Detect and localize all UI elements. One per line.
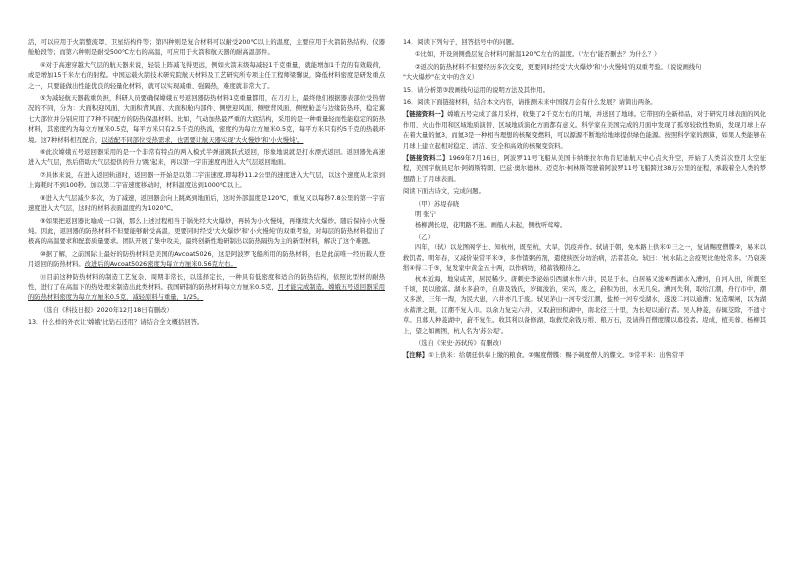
paragraph-9: ⑨如果把返回器比喻成一口锅，那么上述过程相当于锅先经大火爆炒，再转为小火慢炖，再继续大火爆炒。随后保持小火慢炖。因此，返回器的防热材料不但要能够耐受高温，更要同时经受'大火爆炒'和'小火慢炖'的双重考验，对每层的防热材料提出了极高的高温要求和配套质量要求。团队开展了集中攻关，最终创新性地研制出以防热隔热为主的新型材料，解决了这个难题。 [28,217,385,246]
poem-jia-title: （甲）苏堤春晓 [415,200,460,208]
paragraph-10-underlined: 改进后的Avcoat5026密度为每立方厘米0.56克左右。 [84,261,237,269]
question-14-item-2-cont: "大火爆炒"在文中的含义） [403,74,479,82]
paragraph-10-text: ⑩据了解，之前国际上最好的防热材料是美国的Avcoat5026，这是阿波罗飞船所用的防热材料，也是此前唯一经历载人登月返回的防热材料。 [28,250,385,269]
question-14: 14．阅读下列句子，回答括号中的问题。 [403,39,519,46]
link-material-1 [403,110,766,152]
paragraph-6: ⑥此次嫦娥五号返回器采用的是一个非常有特点的两入模式半弹道跳跃式返回，形象地说就是打水漂式返回。返回器先高速进入大气层，然后借助大气层提供的升力'跳'起来，再以第一宇宙速度再进入大气层返回地面。 [28,149,385,167]
paragraph-5-lead: ⑤为减轻航天器载重负担，科研人员要确保嫦娥五号返回器防热材料1克重量都用，在刀刃上，最终他们根据器表部位受热情况的不同，分为：大面积迎风面、大面积背风面、大面积舱内部件、侧壁迎风面、侧壁背风面、侧壁舱盖与边缘防热环，稳定翼七大部位并分别应用了7种不同配方的防热保温材料。比如，气动加热最严重的大底结构，采用的是一种重量轻而性能稳定的防热材料，其密度约为每立方厘米0.5克，每平方米只有2.5千克的热流，密度约为每立方厘米0.5克，每平方米只有约5千克的热载环境。这7种材料相互配合， [28,95,385,144]
poem-jia-line: 杨柳满长堤，花明路不迷。画船人未起，侧枕听莺啼。 [415,221,567,229]
question-14-item-2: ②返次的防热材料不但要经历多次交变，更要同时经受'大火爆炒'和'小火慢炖'的双重考验。（说说画线句 [415,63,702,71]
link-material-2 [403,154,766,185]
link-material-2-text: 1969年7月16日，阿波罗11号飞船从美国卡纳维拉尔角肯尼迪航天中心点火升空，开始了人类首次登月太空征程，美国宇航员尼尔·阿姆斯特朗、巴兹·奥尔德林、迈克尔·柯林斯驾驶着阿波罗11号飞船跨过38万公里的征程，承载着全人类的梦想踏上了月球表面。 [403,155,767,183]
left-intro-paragraph: 活，可以应用于火箭整流罩、卫星结构件等；第四种则是复合材料可以耐受200℃以上的温度，主要应用于火箭防热结构、仪器舱舱段等；而第六种则是耐受500℃左右的高温，可应用于火箭和航天器的耐高温部件。 [28,39,385,57]
annotation-label: 【注释】 [403,352,429,360]
poem-jia-author: 明 张宁 [415,211,436,219]
paragraph-10 [28,250,385,271]
paragraph-11-underlined: 月才能完成制造。嫦娥五号返回器采用的防热材料密度为每立方厘米0.5克，减轻原料与重量， [28,283,386,302]
paragraph-5-underlined: 以适配不同部位受热需求，也需要让航天器实现'大火慢炒'和'小火慢炖'。 [101,136,304,144]
passage-yi-label: （乙） [415,233,434,241]
left-column [28,38,385,329]
question-16: 16．阅读下面链接材料，结合本文内容，请推测未来中国探月会有什么发展？请简出两条。 [403,99,657,107]
paragraph-11-text: ⑪目前这种防热材料的制造工艺复杂、周期非常长，以选择定长，一种具有低密度和适合的防热结构，依照比型材的耐热性，进行了在高温下的热处理来制造出此类材料。我国研制的防热材料每立方厘米0.5克， [28,273,385,291]
paragraph-4: ④对于高速穿越大气层的航天器来说，轻装上阵减飞得更远，例如火箭末级每减轻1千克重量，就能增加1千克的有效载荷，或是增加15千米左右的射程。中国运载火箭技术研究院航天材料及工艺研究所专项主任工程师梁馨说，降低材料密度是研发重点之一，只要能做出性能优良的轻量化材料，就可以实现减重、强隔热，难度就非常大了。 [28,61,385,90]
question-14-item-1: ①比如，开设剑侧叠层复合材料可耐温120℃左右的温度。（'左右'能否删去？为什么？） [415,51,661,59]
paragraph-11-end: 1/25。 [182,294,204,302]
paragraph-8: ⑧进入大气层减少多次，为了减速，返回器会向上跳离到地面后，这时外部温度是120℃，重复又以每秒7.8公里的第一宇宙速度进入大气层，这时的材料表面温度约为1020℃。 [28,194,385,213]
paragraph-5 [28,94,385,146]
right-column [403,38,766,362]
link-material-1-label: 【链接资料一】 [403,111,448,119]
question-13: 13．什么样的外衣让'嫦娥'比钻石还用？请结合全文概括回答。 [28,319,204,327]
annotation-text: ①上供米：给朝廷供奉上缴的粮食。②赐度僧牒：赐予剃度僧人的牒文。③常平米：出售常平 [428,352,685,360]
question-15: 15．请分析第③段画线句运用的说明方法及其作用。 [403,86,549,94]
article-source: （选自《科技日报》2020年12月18日有删改） [40,306,173,314]
annotation [403,351,766,361]
link-material-1-text: 嫦娥五号完成了落月采样，收集了2千克左右的月壤，并送回了地球。它带回的全新样品，对于研究月球表面的风化作用、火山作用和区域地质演替、区域地质演化方面都有意义。科学家在美国完成的月面中发现了孤寒较软性物质，发现月球上存在着大量的氦3，而氦3是一种相当理想的核聚变燃料，可以源源不断地给地球提供绿色能源。按照科学家的测算，如果人类能够在月球上建立起相对稳定、清洁、安全和高效的核聚变资料。 [403,111,766,150]
paragraph-11 [28,273,385,304]
paragraph-7: ⑦具体来说，在进入返回轨道时，返回器一开始是以第二宇宙速度,即每秒11.2公里的速度进入大气层，以这个速度从北京到上海耗时不到100秒。加以第二宇宙速度移动时，材料温度达到1000℃以上。 [28,171,385,190]
reading-instruction: 阅读下面古诗文，完成问题。 [403,188,485,196]
passage-yi-paragraph-2: 杭本近海，地泉咸苦，居民稀少。唐刺史李泌始引西湖水作六井，民足于水。白居易又浚⑥西湖水入漕河，自河入田，所溉至千顷，民以殷富。湖水多葑⑦，自唐及钱氏，岁辄浚治，宋兴，废之，葑积为田，水无几矣。漕河失利，取给江潮，舟行市中，潮又多淤，三年一淘，为民大患，六井亦几于废。轼见茅山一河专受江潮，盐桥一河专受湖水，遂浚二河以通漕；复造堰闸，以为湖水蓄泄之限，江潮不复入市。以余力复完六井，又取葑田积湖中，南北径三十里，为长堤以通行者。吴人种菱，春辄芟除，不遗寸草。且募人种菱湖中，葑不复生。收其利以备修湖，取救荒余钱万缗、粮万石，及请得百僧度牒以募役者。堤成，植芙蓉、杨柳其上，望之如画图，杭人名为'苏公堤'。 [403,275,766,335]
passage-yi-paragraph-1: 四年，（轼）以龙图阁学士、知杭州，既至杭，大旱，饥疫并作。轼请于朝，免本路上供米①三之一，复请赐度僧牒②，易米以救饥者。明年春，又减价粜常平米③，多作馇粥药剂，遣使挟医分坊治病，活者甚众。轼曰：'杭水陆之会疫死比他处常多。'乃裒羡缗④得二千⑤，复发家中黄金五十两，以作病坊，稍蓄钱粮待之。 [403,244,766,273]
link-material-2-label: 【链接资料二】 [403,155,449,163]
passage-yi-source: （选自《宋史·苏轼传》有删改） [415,339,506,347]
